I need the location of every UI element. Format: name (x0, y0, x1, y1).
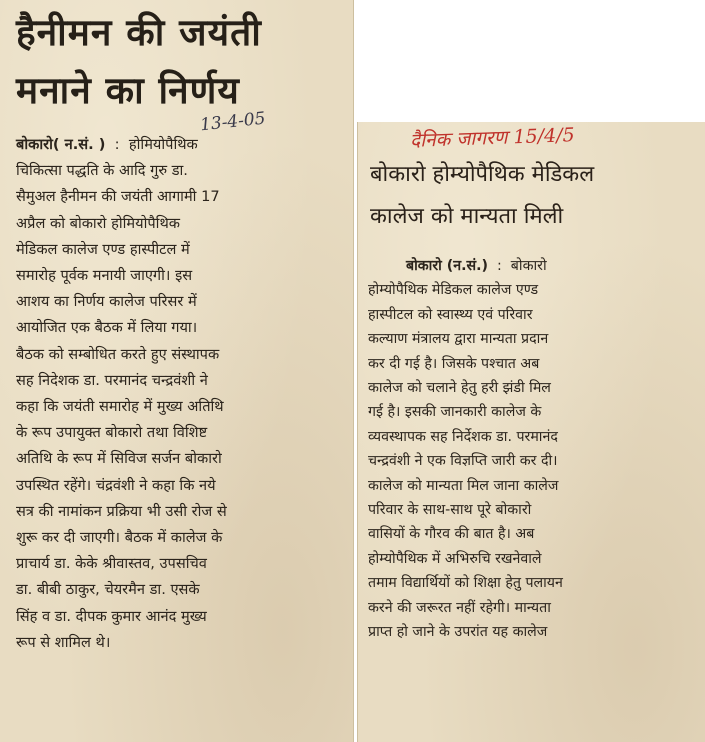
dateline: बोकारो( न.सं. ) (16, 136, 106, 153)
left-article-body (16, 132, 350, 656)
article-line: व्यवस्थापक सह निर्देशक डा. परमानंद (368, 428, 558, 445)
article-line: कालेज को मान्यता मिल जाना कालेज (368, 477, 559, 494)
article-line: आयोजित एक बैठक में लिया गया। (16, 319, 198, 337)
article-line: सिंह व डा. दीपक कुमार आनंद मुख्य (16, 607, 207, 625)
article-line: सैमुअल हैनीमन की जयंती आगामी 17 (16, 188, 220, 206)
article-line: आशय का निर्णय कालेज परिसर में (16, 293, 197, 311)
article-line: अप्रैल को बोकारो होमियोपैथिक (16, 214, 180, 232)
article-line: चिकित्सा पद्धति के आदि गुरु डा. (16, 162, 188, 180)
article-line: तमाम विद्यार्थियों को शिक्षा हेतु पलायन (368, 575, 563, 592)
article-line: गई है। इसकी जानकारी कालेज के (368, 404, 542, 421)
article-line: करने की जरूरत नहीं रहेगी। मान्यता (368, 599, 551, 616)
right-headline-line: कालेज को मान्यता मिली (370, 204, 564, 229)
article-line: उपस्थित रहेंगे। चंद्रवंशी ने कहा कि नये (16, 476, 216, 494)
left-headline-line: मनाने का निर्णय (16, 69, 240, 112)
article-line: मेडिकल कालेज एण्ड हास्पीटल में (16, 240, 190, 258)
article-line (16, 132, 350, 158)
article-line: कर दी गई है। जिसके पश्चात अब (368, 355, 540, 372)
right-article-body (368, 254, 698, 645)
dateline: बोकारो (न.सं.) (406, 258, 488, 274)
article-line (368, 254, 698, 278)
article-line: अतिथि के रूप में सिविज सर्जन बोकारो (16, 450, 222, 468)
right-headline (370, 154, 704, 238)
handwritten-date: 13-4-05 (199, 108, 267, 136)
article-line: होम्योपैथिक मेडिकल कालेज एण्ड (368, 282, 539, 299)
article-line: सह निदेशक डा. परमानंद चन्द्रवंशी ने (16, 371, 208, 389)
article-line: वासियों के गौरव की बात है। अब (368, 526, 535, 543)
article-line: बैठक को सम्बोधित करते हुए संस्थापक (16, 345, 220, 363)
article-line-text: : बोकारो (487, 258, 547, 274)
left-headline (16, 4, 350, 120)
article-line: कहा कि जयंती समारोह में मुख्य अतिथि (16, 398, 224, 416)
left-headline-line: हैनीमन की जयंती (16, 11, 262, 54)
right-headline-line: बोकारो होम्योपैथिक मेडिकल (370, 162, 595, 187)
article-line: हास्पीटल को स्वास्थ्य एवं परिवार (368, 306, 533, 323)
handwritten-source-note: दैनिक जागरण 15/4/5 (409, 124, 575, 152)
article-line: के रूप उपायुक्त बोकारो तथा विशिष्ट (16, 424, 208, 442)
article-line: कालेज को चलाने हेतु हरी झंडी मिल (368, 380, 551, 397)
article-line: प्राप्त हो जाने के उपरांत यह कालेज (368, 624, 548, 641)
article-line-text: : होमियोपैथिक (105, 136, 198, 153)
article-line: सत्र की नामांकन प्रक्रिया भी उसी रोज से (16, 502, 227, 520)
article-line: शुरू कर दी जाएगी। बैठक में कालेज के (16, 529, 223, 547)
article-line: रूप से शामिल थे। (16, 633, 111, 651)
article-line: डा. बीबी ठाकुर, चेयरमैन डा. एसके (16, 581, 200, 599)
article-line: परिवार के साथ-साथ पूरे बोकारो (368, 502, 532, 519)
article-line: होम्योपैथिक में अभिरुचि रखनेवाले (368, 550, 542, 567)
news-clipping-right (357, 122, 705, 742)
article-line: प्राचार्य डा. केके श्रीवास्तव, उपसचिव (16, 555, 207, 573)
article-line: चन्द्रवंशी ने एक विज्ञप्ति जारी कर दी। (368, 453, 558, 470)
article-line: समारोह पूर्वक मनायी जाएगी। इस (16, 267, 193, 285)
article-line: कल्याण मंत्रालय द्वारा मान्यता प्रदान (368, 331, 549, 348)
